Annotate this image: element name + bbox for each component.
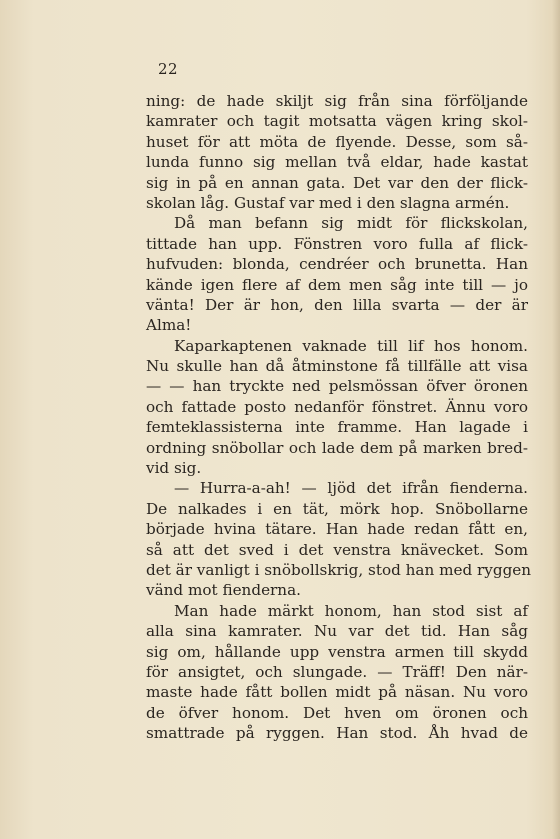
text-line: kände igen flere af dem men såg inte till — jo [146,275,528,294]
text-line: hufvuden: blonda, cendréer och brunetta. Han [146,255,528,274]
text-line: sig om, hållande upp venstra armen till skydd [146,642,528,661]
text-line: Då man befann sig midt för flickskolan, [174,214,528,233]
page-number: 22 [158,60,179,78]
text-line: alla sina kamrater. Nu var det tid. Han såg [146,622,528,641]
text-line: tittade han upp. Fönstren voro fulla af flick- [146,234,528,253]
text-line: femteklassisterna inte framme. Han lagade i [146,418,528,437]
text-line: så att det sved i det venstra knävecket. Som [146,540,528,559]
text-line: sig in på en annan gata. Det var den der flick- [146,173,528,192]
text-line: maste hade fått bollen midt på näsan. Nu voro [146,683,528,702]
text-line: och fattade posto nedanför fönstret. Ännu voro [146,397,528,416]
text-line: — — han tryckte ned pelsmössan öfver öronen [146,377,528,396]
text-line: huset för att möta de flyende. Desse, som så- [146,132,528,151]
text-line: De nalkades i en tät, mörk hop. Snöbollarne [146,499,528,518]
text-line: vänd mot fienderna. [146,581,301,600]
text-line: började hvina tätare. Han hade redan fått en, [146,520,528,539]
text-line: för ansigtet, och slungade. — Träff! Den när- [146,662,528,681]
text-line: ordning snöbollar och lade dem på marken bred- [146,438,528,457]
text-line: de öfver honom. Det hven om öronen och [146,703,528,722]
text-line: Kaparkaptenen vaknade till lif hos honom. [174,336,528,355]
body-text [146,91,532,744]
text-line: vid sig. [146,459,202,478]
text-line: lunda funno sig mellan två eldar, hade kastat [146,153,528,172]
text-line: det är vanligt i snöbollskrig, stod han med ryggen [146,560,532,579]
text-line: smattrade på ryggen. Han stod. Åh hvad de [146,724,528,743]
text-line: vänta! Der är hon, den lilla svarta — der är [146,295,528,314]
text-line: ning: de hade skiljt sig från sina förföljande [146,92,528,110]
text-line: skolan låg. Gustaf var med i den slagna armén. [146,193,510,212]
page-edge-shadow [552,0,560,839]
text-line: — Hurra-a-ah! — ljöd det ifrån fienderna. [174,479,528,498]
text-line: Man hade märkt honom, han stod sist af [174,601,528,620]
text-line: Nu skulle han då åtminstone få tillfälle att visa [146,357,528,376]
text-line: kamrater och tagit motsatta vägen kring skol- [146,112,528,131]
text-line: Alma! [146,316,192,335]
